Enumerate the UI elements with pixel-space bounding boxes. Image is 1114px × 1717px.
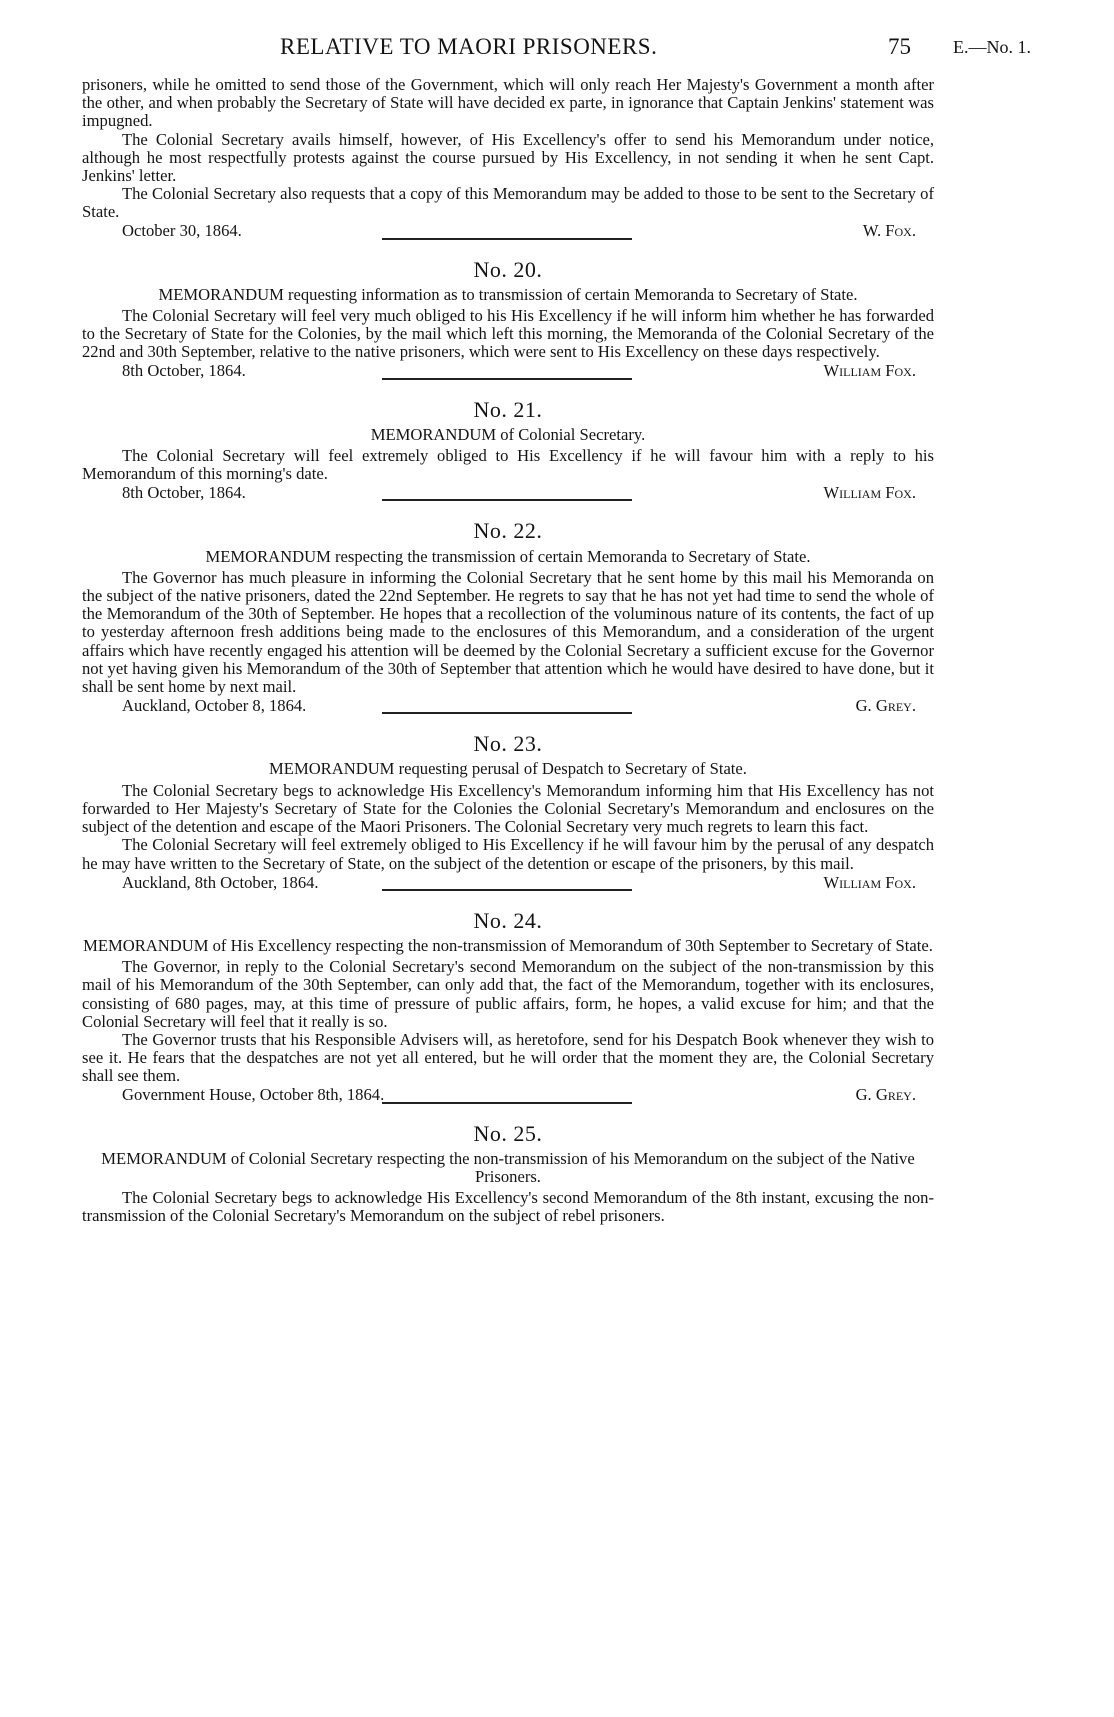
date-signature-line: [82, 696, 934, 715]
memo-heading: MEMORANDUM respecting the transmission of certain Memoranda to Secretary of State.: [205, 546, 811, 566]
memo-paragraph: The Colonial Secretary will feel extremely obliged to His Excellency if he will favour him by the perusal of any despatch he may have written to the Secretary of State, on the subject of the detention or escape of the prisoners, by this mail.: [82, 835, 934, 873]
memo-heading: MEMORANDUM of His Excellency respecting the non-transmission of Memorandum of 30th September to Secretary of State.: [83, 935, 933, 955]
date-signature-line: [82, 222, 934, 241]
memo-signature: William Fox.: [823, 872, 916, 892]
memo-20: [82, 256, 934, 381]
running-title: RELATIVE TO MAORI PRISONERS.: [280, 34, 658, 59]
memo-signature: William Fox.: [823, 361, 916, 381]
memo-paragraph: The Governor trusts that his Responsible Advisers will, as heretofore, send for his Despatch Book whenever they wish to see it. He fears that the despatches are not yet all entered, but he will order that the moment they are, the Colonial Secretary shall see them.: [82, 1029, 934, 1086]
memo-date: Auckland, October 8, 1864.: [122, 696, 307, 716]
memo-date: October 30, 1864.: [122, 221, 242, 241]
section-divider: [382, 889, 632, 891]
page-number: 75: [888, 34, 911, 59]
memo-heading: MEMORANDUM requesting information as to transmission of certain Memoranda to Secretary of State.: [158, 284, 858, 304]
section-divider: [382, 238, 632, 240]
memo-number: No. 23.: [473, 731, 543, 757]
date-signature-line: [82, 1086, 934, 1105]
memo-number: No. 25.: [473, 1120, 543, 1146]
memo-paragraph: The Colonial Secretary begs to acknowledge His Excellency's second Memorandum of the 8th instant, excusing the non-transmission of the Colonial Secretary's Memorandum on the subject of rebel prisoners.: [82, 1188, 934, 1226]
memo-heading: MEMORANDUM of Colonial Secretary.: [370, 424, 646, 444]
intro-paragraph: The Colonial Secretary avails himself, however, of His Excellency's offer to send his Memorandum under notice, although he most respectfully protests against the course pursued by His Excellency, in not sending it when he sent Capt. Jenkins' letter.: [82, 129, 934, 186]
memo-date: 8th October, 1864.: [122, 361, 246, 381]
memo-22: [82, 518, 934, 716]
section-divider: [382, 499, 632, 501]
memo-number: No. 24.: [473, 907, 543, 933]
intro-continuation: [82, 76, 934, 241]
memo-23: [82, 731, 934, 892]
section-divider: [382, 378, 632, 380]
memo-date: Government House, October 8th, 1864.: [122, 1085, 385, 1105]
memo-paragraph: The Governor, in reply to the Colonial Secretary's second Memorandum on the subject of the non-transmission by this mail of his Memorandum of the 30th September, can only add that, the fact of the Memorandum, together with its enclosures, consisting of 680 pages, may, at this time of pressure of public affairs, form, he hopes, a valid excuse for him; and that the Colonial Secretary will feel that it really is so.: [82, 957, 934, 1031]
memo-date: 8th October, 1864.: [122, 483, 246, 503]
memo-24: [82, 907, 934, 1105]
memo-number: No. 22.: [473, 518, 543, 544]
memo-number: No. 21.: [473, 396, 543, 422]
memo-heading: MEMORANDUM requesting perusal of Despatch to Secretary of State.: [269, 759, 747, 779]
memo-signature: W. Fox.: [862, 221, 916, 241]
memo-signature: G. Grey.: [855, 1085, 916, 1105]
memo-number: No. 20.: [473, 256, 543, 282]
date-signature-line: [82, 873, 934, 892]
memo-paragraph: The Governor has much pleasure in informing the Colonial Secretary that he sent home by this mail his Memoranda on the subject of the native prisoners, dated the 22nd September. He regrets to say that he has not yet had time to send the whole of the Memorandum of the 30th of September. He hopes that a recollection of the voluminous nature of its contents, the fact of up to yesterday afternoon fresh additions being made to the enclosures of this Memorandum, and a consideration of the urgent affairs which have recently engaged his attention will be deemed by the Colonial Secretary a sufficient excuse for the Governor not yet having given his Memorandum of the 30th of September that attention which he would have desired to have done, but it shall be sent home by next mail.: [82, 567, 934, 697]
intro-paragraph: The Colonial Secretary also requests that a copy of this Memorandum may be added to those to be sent to the Secretary of State.: [82, 184, 934, 222]
running-header: [0, 34, 1114, 68]
memo-25: [82, 1120, 934, 1226]
section-divider: [382, 1102, 632, 1104]
memo-signature: William Fox.: [823, 483, 916, 503]
memo-paragraph: The Colonial Secretary begs to acknowledge His Excellency's Memorandum informing him that His Excellency has not forwarded to Her Majesty's Secretary of State for the Colonies the Colonial Secretary's Memorandum and enclosures on the subject of the detention and escape of the Maori Prisoners. The Colonial Secretary very much regrets to learn this fact.: [82, 780, 934, 837]
paper-reference: E.—No. 1.: [953, 37, 1031, 57]
date-signature-line: [82, 483, 934, 502]
memo-paragraph: The Colonial Secretary will feel very much obliged to his His Excellency if he will inform him whether he has forwarded to the Secretary of State for the Colonies, by the mail which left this morning, the Memoranda of the Colonial Secretary of the 22nd and 30th September, relative to the native prisoners, which were sent to His Excellency on these days respectively.: [82, 306, 934, 362]
intro-paragraph: prisoners, while he omitted to send those of the Government, which will only reach Her Majesty's Government a month after the other, and when probably the Secretary of State will have decided ex parte, in ignorance that Captain Jenkins' statement was impugned.: [82, 75, 934, 131]
memo-signature: G. Grey.: [855, 696, 916, 716]
memo-heading: MEMORANDUM of Colonial Secretary respecting the non-transmission of his Memorandum on the subject of the Native Prisoners.: [101, 1148, 915, 1186]
date-signature-line: [82, 362, 934, 381]
memo-21: [82, 396, 934, 503]
document-body: [82, 76, 934, 1226]
memo-date: Auckland, 8th October, 1864.: [122, 872, 319, 892]
section-divider: [382, 712, 632, 714]
memo-paragraph: The Colonial Secretary will feel extremely obliged to His Excellency if he will favour him with a reply to his Memorandum of this morning's date.: [82, 446, 934, 484]
